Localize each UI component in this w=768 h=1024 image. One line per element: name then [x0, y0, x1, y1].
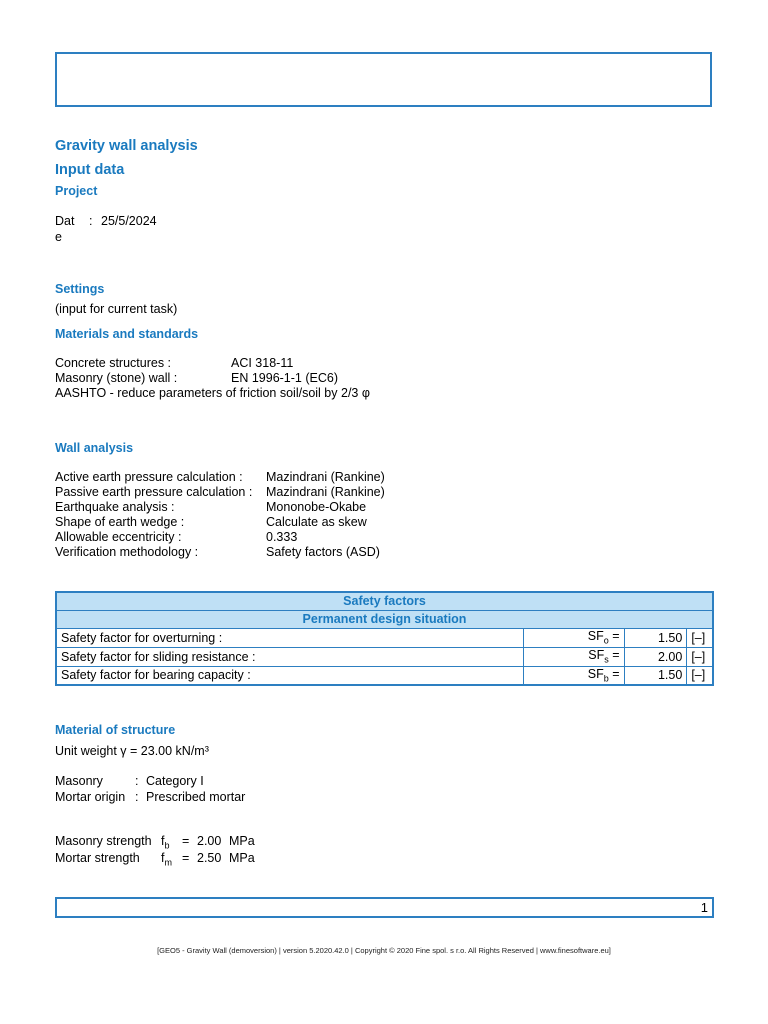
wall-analysis-label: Allowable eccentricity :	[55, 530, 182, 544]
safety-factor-value: 1.50	[624, 666, 687, 685]
masonry-strength-equals: =	[182, 834, 190, 848]
safety-factor-label: Safety factor for bearing capacity :	[56, 666, 524, 685]
wall-analysis-value: Mononobe-Okabe	[266, 500, 367, 514]
wall-analysis-value: 0.333	[266, 530, 298, 544]
wall-analysis-label: Verification methodology :	[55, 545, 199, 559]
aashto-note: AASHTO - reduce parameters of friction soil/soil by 2/3 φ	[55, 386, 370, 400]
safety-factor-label: Safety factor for overturning :	[56, 628, 524, 647]
mortar-origin-value: Prescribed mortar	[146, 790, 246, 804]
date-value: 25/5/2024	[101, 214, 157, 228]
mortar-origin-label: Mortar origin	[55, 790, 126, 804]
safety-factor-unit: [–]	[687, 628, 713, 647]
header-box	[55, 52, 712, 107]
table-row	[56, 647, 713, 666]
masonry-strength-label: Masonry strength	[55, 834, 152, 848]
safety-factor-value: 1.50	[624, 628, 687, 647]
page-footer-box	[55, 897, 714, 918]
mortar-strength-value: 2.50	[197, 851, 222, 865]
wall-analysis-heading: Wall analysis	[55, 441, 134, 455]
wall-analysis-label: Earthquake analysis :	[55, 500, 175, 514]
table-header-row	[56, 592, 713, 610]
unit-weight: Unit weight γ = 23.00 kN/m³	[55, 744, 209, 758]
table-row	[56, 628, 713, 647]
safety-factors-table	[55, 591, 714, 686]
safety-factor-label: Safety factor for sliding resistance :	[56, 647, 524, 666]
safety-factor-unit: [–]	[687, 647, 713, 666]
table-header-row	[56, 610, 713, 628]
mortar-strength-label: Mortar strength	[55, 851, 140, 865]
safety-factor-symbol: $SF_b$ =	[524, 666, 624, 685]
masonry-strength-unit: MPa	[229, 834, 255, 848]
concrete-structures-value: ACI 318-11	[231, 356, 294, 370]
safety-factor-symbol: $SF_o$ =	[524, 628, 624, 647]
material-structure-heading: Material of structure	[55, 723, 176, 737]
safety-factors-header: Safety factors	[56, 592, 713, 610]
section-input-data: Input data	[55, 162, 125, 178]
masonry-wall-label: Masonry (stone) wall :	[55, 371, 178, 385]
settings-heading: Settings	[55, 282, 105, 296]
page-number: 1	[700, 900, 708, 915]
copyright-footer: [GEO5 - Gravity Wall (demoversion) | version 5.2020.42.0 | Copyright © 2020 Fine spol. s r.o. All Rights Reserved | www.finesoftware.eu]	[157, 946, 611, 955]
table-row	[56, 666, 713, 685]
masonry-value: Category I	[146, 774, 204, 788]
safety-factor-value: 2.00	[624, 647, 687, 666]
concrete-structures-label: Concrete structures :	[55, 356, 172, 370]
mortar-strength-equals: =	[182, 851, 190, 865]
design-situation-header: Permanent design situation	[56, 610, 713, 628]
mortar-origin-separator: :	[135, 790, 139, 804]
wall-analysis-value: Calculate as skew	[266, 515, 367, 529]
mortar-strength-symbol: $f_m$	[161, 851, 172, 868]
date-separator: :	[89, 214, 93, 228]
settings-note: (input for current task)	[55, 302, 178, 316]
masonry-strength-value: 2.00	[197, 834, 222, 848]
wall-analysis-value: Safety factors (ASD)	[266, 545, 380, 559]
date-label: Dat	[55, 214, 75, 228]
masonry-wall-value: EN 1996-1-1 (EC6)	[231, 371, 338, 385]
masonry-label: Masonry	[55, 774, 103, 788]
materials-standards-heading: Materials and standards	[55, 327, 199, 341]
masonry-separator: :	[135, 774, 139, 788]
date-label-wrap: e	[55, 230, 62, 244]
mortar-strength-unit: MPa	[229, 851, 255, 865]
wall-analysis-label: Shape of earth wedge :	[55, 515, 185, 529]
wall-analysis-value: Mazindrani (Rankine)	[266, 485, 385, 499]
page-title: Gravity wall analysis	[55, 138, 198, 154]
safety-factor-unit: [–]	[687, 666, 713, 685]
wall-analysis-label: Active earth pressure calculation :	[55, 470, 243, 484]
masonry-strength-symbol: $f_b$	[161, 834, 170, 851]
wall-analysis-label: Passive earth pressure calculation :	[55, 485, 253, 499]
wall-analysis-value: Mazindrani (Rankine)	[266, 470, 385, 484]
project-heading: Project	[55, 184, 98, 198]
safety-factor-symbol: $SF_s$ =	[524, 647, 624, 666]
